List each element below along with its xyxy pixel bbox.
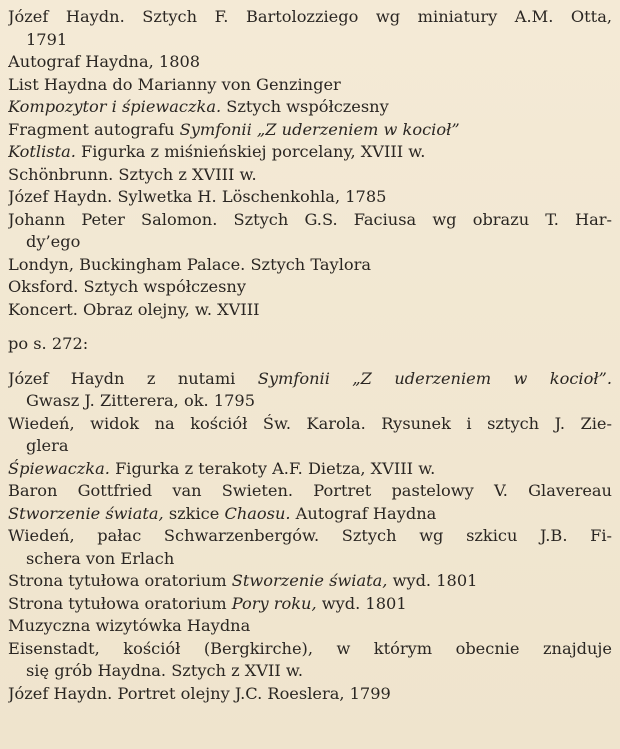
list-entry <box>8 254 612 277</box>
entry-line <box>8 593 612 616</box>
entry-line <box>8 141 612 164</box>
entry-text: List Haydna do Marianny von Genzinger <box>8 74 341 94</box>
entry-line <box>8 413 612 436</box>
list-entry <box>8 51 612 74</box>
list-entry <box>8 119 612 142</box>
entry-line <box>8 503 612 526</box>
entry-continuation-line <box>8 548 612 571</box>
list-entry <box>8 570 612 593</box>
entry-text: Gwasz J. Zitterera, ok. 1795 <box>26 391 255 410</box>
entry-line <box>8 480 612 503</box>
list-entry <box>8 683 612 706</box>
entry-line <box>8 51 612 74</box>
list-entry <box>8 164 612 187</box>
list-entry <box>8 413 612 458</box>
entry-text: Figurka z miśnieńskiej porcelany, XVIII w. <box>75 142 426 161</box>
entry-line <box>8 74 612 97</box>
entry-text: Józef Haydn. Sylwetka H. Löschenkohla, 1785 <box>8 187 387 206</box>
entry-text: Autograf Haydna <box>290 503 437 523</box>
italic-title: Stworzenie świata, <box>8 503 164 523</box>
entry-text: Johann Peter Salomon. Sztych G.S. Faciusa wg obrazu T. Har- <box>8 209 612 229</box>
entry-text: Londyn, Buckingham Palace. Sztych Taylora <box>8 254 372 274</box>
entry-text: Fragment autografu <box>8 119 180 139</box>
list-entry <box>8 638 612 683</box>
italic-title: Kompozytor i śpiewaczka. <box>8 97 222 116</box>
list-entry <box>8 299 612 322</box>
entry-text: Sztych współczesny <box>221 97 389 116</box>
entry-line <box>8 458 612 481</box>
entry-line <box>8 638 612 661</box>
entry-continuation-line <box>8 231 612 254</box>
list-entry <box>8 96 612 119</box>
entry-continuation-line <box>8 660 612 683</box>
list-entry <box>8 480 612 503</box>
illustration-list-1 <box>8 6 612 321</box>
italic-title: Chaosu. <box>224 503 291 523</box>
list-entry <box>8 458 612 481</box>
entry-line <box>8 525 612 548</box>
list-entry <box>8 503 612 526</box>
entry-text: Wiedeń, pałac Schwarzenbergów. Sztych wg szkicu J.B. Fi- <box>8 526 612 545</box>
entry-continuation-line <box>8 435 612 458</box>
entry-text: wyd. 1801 <box>387 571 478 590</box>
entry-continuation-line <box>8 29 612 52</box>
entry-text: Eisenstadt, kościół (Bergkirche), w którym obecnie znajduje <box>8 638 612 658</box>
list-entry <box>8 593 612 616</box>
entry-text: Baron Gottfried van Swieten. Portret pastelowy V. Glavereau <box>8 481 612 500</box>
list-entry <box>8 525 612 570</box>
entry-continuation-line <box>8 390 612 413</box>
entry-text: szkice <box>163 503 225 523</box>
entry-text: Strona tytułowa oratorium <box>8 593 232 613</box>
entry-text: Józef Haydn. Sztych F. Bartolozziego wg miniatury A.M. Otta, <box>8 7 612 26</box>
entry-text: Figurka z terakoty A.F. Dietza, XVIII w. <box>109 458 436 478</box>
entry-line <box>8 683 612 706</box>
entry-line <box>8 96 612 119</box>
entry-line <box>8 209 612 232</box>
list-entry <box>8 74 612 97</box>
entry-text: Koncert. Obraz olejny, w. XVIII <box>8 299 260 319</box>
entry-text: Muzyczna wizytówka Haydna <box>8 616 251 635</box>
entry-line <box>8 276 612 299</box>
entry-line <box>8 119 612 142</box>
entry-line <box>8 299 612 322</box>
italic-title: Śpiewaczka. <box>8 458 110 478</box>
italic-title: Kotlista. <box>8 142 76 161</box>
entry-line <box>8 615 612 638</box>
section-label: po s. 272: <box>8 334 89 353</box>
entry-text: dy’ego <box>26 232 81 251</box>
entry-text: schera von Erlach <box>26 548 175 568</box>
entry-text: glera <box>26 436 69 455</box>
list-entry <box>8 186 612 209</box>
entry-text: Wiedeń, widok na kościół Św. Karola. Rysunek i sztych J. Zie- <box>8 413 612 433</box>
list-entry <box>8 368 612 413</box>
list-entry <box>8 615 612 638</box>
italic-title: Pory roku, <box>231 593 317 613</box>
entry-line <box>8 164 612 187</box>
entry-text: Autograf Haydna, 1808 <box>8 52 201 71</box>
entry-text: 1791 <box>26 29 68 49</box>
entry-text: wyd. 1801 <box>316 593 407 613</box>
entry-text: Józef Haydn z nutami <box>8 368 258 388</box>
list-entry <box>8 141 612 164</box>
entry-text: Schönbrunn. Sztych z XVIII w. <box>8 164 257 184</box>
illustration-list-2 <box>8 368 612 706</box>
entry-text: się grób Haydna. Sztych z XVII w. <box>26 661 304 680</box>
entry-line <box>8 368 612 391</box>
entry-text: Strona tytułowa oratorium <box>8 571 232 590</box>
list-entry <box>8 6 612 51</box>
entry-text: Oksford. Sztych współczesny <box>8 277 246 296</box>
entry-line <box>8 570 612 593</box>
entry-line <box>8 186 612 209</box>
italic-title: Symfonii „Z uderzeniem w kocioł”. <box>257 368 612 388</box>
entry-line <box>8 254 612 277</box>
italic-title: Stworzenie świata, <box>231 571 388 590</box>
entry-text: Józef Haydn. Portret olejny J.C. Roeslera, 1799 <box>8 683 391 703</box>
list-entry <box>8 276 612 299</box>
italic-title: Symfonii „Z uderzeniem w kocioł” <box>179 119 460 139</box>
entry-line <box>8 6 612 29</box>
list-entry <box>8 209 612 254</box>
